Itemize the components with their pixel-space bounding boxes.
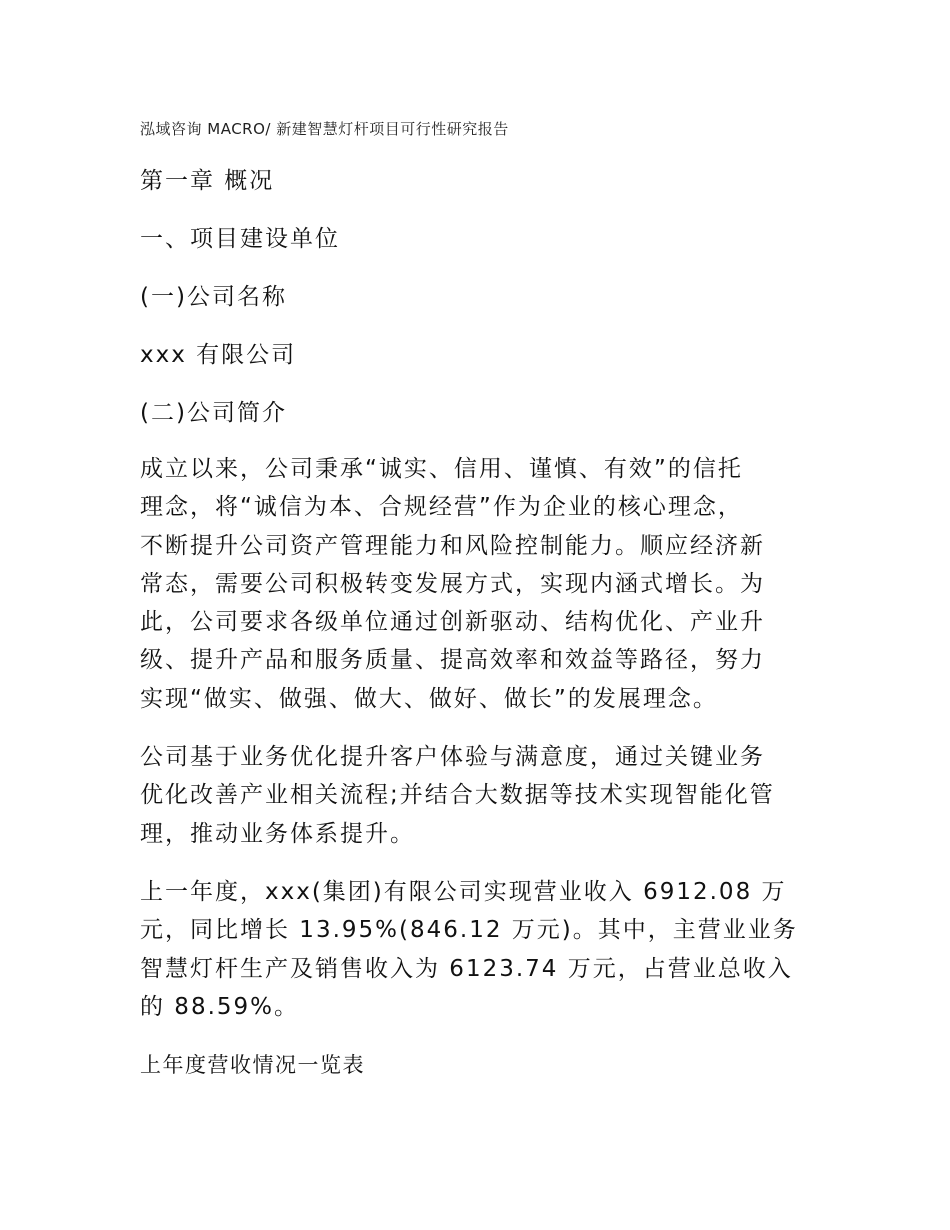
table-caption: 上年度营收情况一览表	[140, 1053, 365, 1078]
profile-paragraph-3	[140, 873, 810, 1026]
profile-paragraph-2	[140, 738, 810, 853]
company-profile-heading: (二)公司简介	[140, 400, 287, 426]
paragraph-line: 智慧灯杆生产及销售收入为 6123.74 万元，占营业总收入	[140, 955, 793, 982]
profile-paragraph-1	[140, 450, 810, 718]
page-content	[140, 160, 810, 1082]
paragraph-line: 不断提升公司资产管理能力和风险控制能力。顺应经济新	[140, 532, 765, 559]
paragraph-line: 常态，需要公司积极转变发展方式，实现内涵式增长。为	[140, 570, 765, 597]
chapter-title: 第一章 概况	[140, 168, 275, 194]
company-name-heading: (一)公司名称	[140, 284, 287, 310]
paragraph-line: 上一年度，xxx(集团)有限公司实现营业收入 6912.08 万	[140, 878, 787, 905]
paragraph-line: 成立以来，公司秉承“诚实、信用、谨慎、有效”的信托	[140, 456, 743, 482]
paragraph-line: 元，同比增长 13.95%(846.12 万元)。其中，主营业业务	[140, 917, 798, 944]
paragraph-line: 实现“做实、做强、做大、做好、做长”的发展理念。	[140, 685, 718, 712]
paragraph-line: 级、提升产品和服务质量、提高效率和效益等路径，努力	[140, 647, 765, 674]
paragraph-line: 理念，将“诚信为本、合规经营”作为企业的核心理念，	[140, 494, 743, 521]
paragraph-line: 理，推动业务体系提升。	[140, 820, 415, 847]
paragraph-line: 优化改善产业相关流程;并结合大数据等技术实现智能化管	[140, 782, 775, 809]
paragraph-line: 的 88.59%。	[140, 993, 300, 1020]
company-name-value: xxx 有限公司	[140, 342, 297, 368]
running-header: 泓域咨询 MACRO/ 新建智慧灯杆项目可行性研究报告	[140, 120, 509, 138]
paragraph-line: 公司基于业务优化提升客户体验与满意度，通过关键业务	[140, 744, 765, 771]
section-title: 一、项目建设单位	[140, 226, 340, 252]
paragraph-line: 此，公司要求各级单位通过创新驱动、结构优化、产业升	[140, 609, 765, 636]
